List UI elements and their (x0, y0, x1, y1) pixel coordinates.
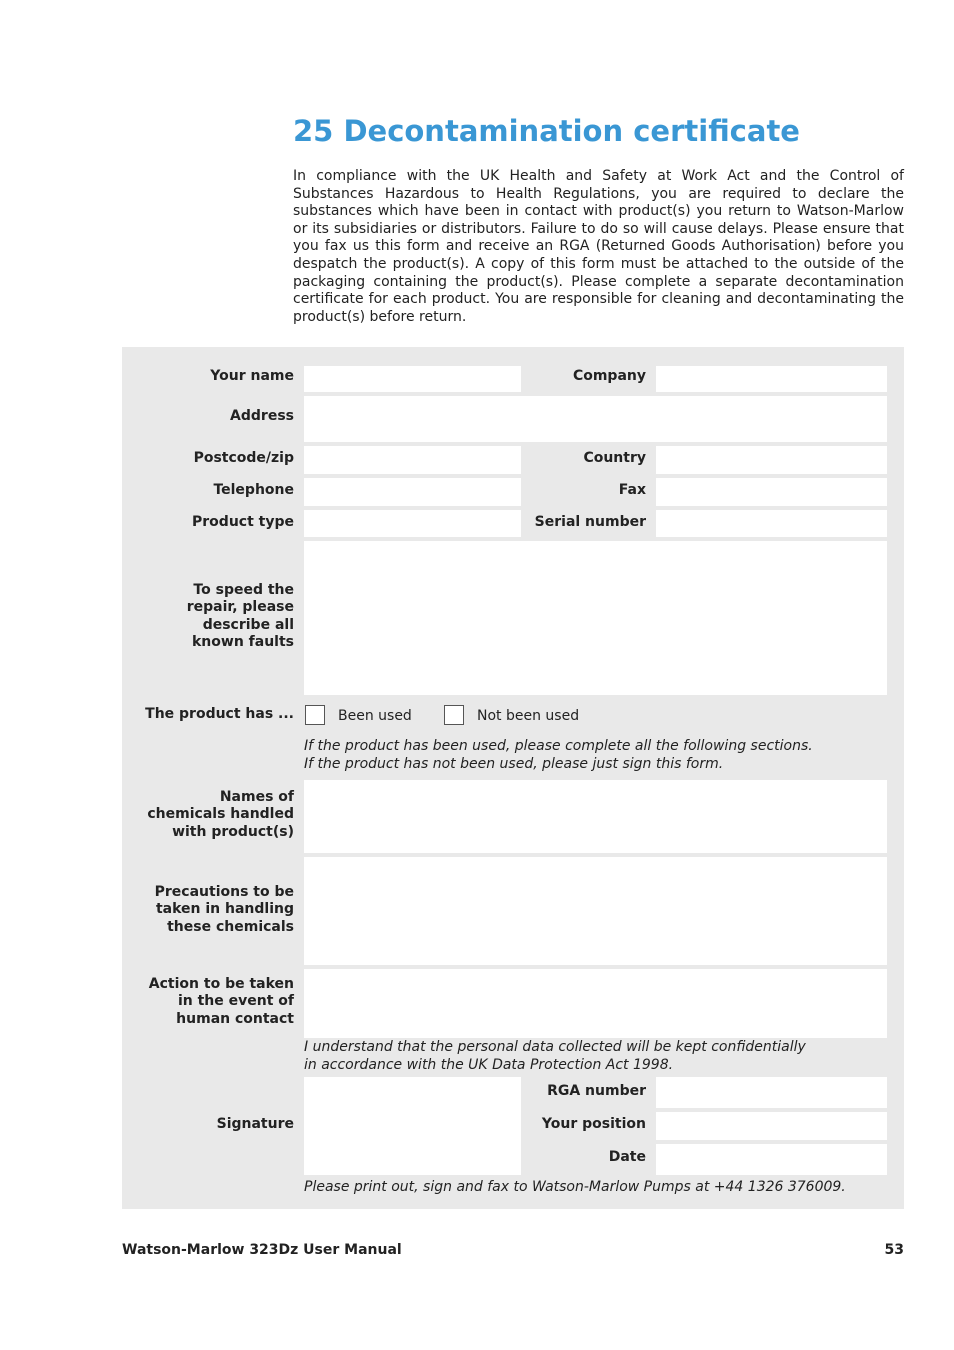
not-been-used-checkbox[interactable] (444, 705, 464, 725)
serial-number-field[interactable] (656, 510, 887, 537)
telephone-field[interactable] (304, 478, 521, 506)
label-chemicals: Names of chemicals handled with product(s) (147, 789, 294, 840)
date-field[interactable] (656, 1144, 887, 1175)
not-been-used-label: Not been used (477, 708, 580, 724)
product-type-field[interactable] (304, 510, 521, 537)
label-precautions: Precautions to be taken in handling these chemicals (154, 884, 294, 935)
page-title: 25 Decontamination certificate (293, 114, 800, 148)
label-your-name: Your name (210, 368, 294, 384)
privacy-note: I understand that the personal data collected will be kept confidentially in accordance with the UK Data Protection Act 1998. (304, 1039, 806, 1073)
known-faults-field[interactable] (304, 541, 887, 695)
human-contact-field[interactable] (304, 969, 887, 1038)
label-country: Country (583, 450, 646, 466)
label-product-has: The product has ... (145, 706, 294, 722)
label-signature: Signature (216, 1116, 294, 1132)
label-address: Address (230, 408, 294, 424)
your-position-field[interactable] (656, 1112, 887, 1140)
label-human-contact: Action to be taken in the event of human contact (148, 976, 294, 1027)
been-used-checkbox[interactable] (305, 705, 325, 725)
label-postcode: Postcode/zip (193, 450, 294, 466)
label-telephone: Telephone (213, 482, 294, 498)
postcode-field[interactable] (304, 446, 521, 474)
fax-field[interactable] (656, 478, 887, 506)
label-serial-number: Serial number (534, 514, 646, 530)
label-fax: Fax (618, 482, 646, 498)
company-field[interactable] (656, 366, 887, 392)
signature-field[interactable] (304, 1077, 521, 1175)
decontamination-form (122, 347, 904, 1209)
been-used-label: Been used (338, 708, 412, 724)
label-known-faults: To speed the repair, please describe all known faults (186, 582, 294, 651)
label-date: Date (608, 1149, 646, 1165)
rga-number-field[interactable] (656, 1077, 887, 1108)
intro-paragraph: In compliance with the UK Health and Safety at Work Act and the Control of Substances Hazardous to Health Regulations, you are required to declare the substances which have been in contact with product(s) you return to Watson-Marlow or its subsidiaries or distributors. Failure to do so will cause delays. Please ensure that you fax us this form and receive an RGA (Returned Goods Authorisation) before you despatch the product(s). A copy of this form must be attached to the outside of the packaging containing the product(s). Please complete a separate decontamination certificate for each product. You are responsible for cleaning and decontaminating the product(s) before return. (293, 168, 904, 325)
footer-page-number: 53 (884, 1242, 904, 1258)
your-name-field[interactable] (304, 366, 521, 392)
chemicals-field[interactable] (304, 780, 887, 853)
label-your-position: Your position (541, 1116, 646, 1132)
used-instructions: If the product has been used, please complete all the following sections. If the product has not been used, please just sign this form. (304, 738, 813, 772)
label-rga-number: RGA number (547, 1083, 646, 1099)
country-field[interactable] (656, 446, 887, 474)
footer-manual-title: Watson-Marlow 323Dz User Manual (122, 1242, 402, 1258)
fax-instructions: Please print out, sign and fax to Watson-Marlow Pumps at +44 1326 376009. (304, 1179, 846, 1195)
address-field[interactable] (304, 396, 887, 442)
precautions-field[interactable] (304, 857, 887, 965)
label-company: Company (572, 368, 646, 384)
label-product-type: Product type (192, 514, 294, 530)
